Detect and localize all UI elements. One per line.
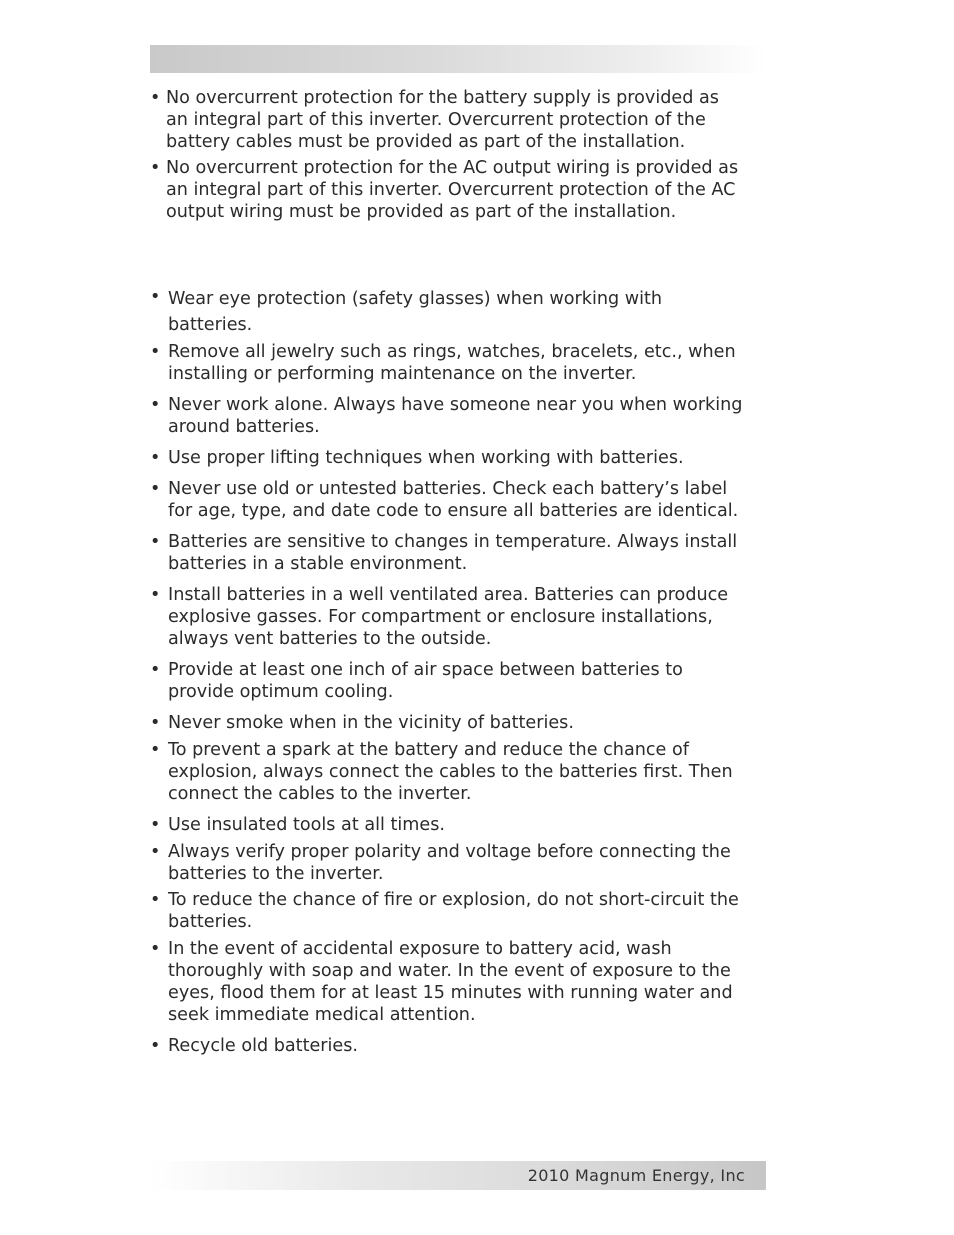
bullet-icon: • bbox=[150, 88, 161, 108]
list-item-text: To prevent a spark at the battery and reduce the chance of explosion, always connect the cables to the batteries first. Then connect the cables to the inverter. bbox=[168, 740, 733, 804]
list-item-text: Wear eye protection (safety glasses) when working with batteries. bbox=[168, 289, 663, 335]
list-item-never-alone bbox=[150, 394, 780, 438]
list-item-polarity bbox=[150, 841, 780, 885]
bullet-icon: • bbox=[150, 158, 161, 178]
list-item-no-smoking bbox=[150, 712, 780, 734]
footer-bar bbox=[150, 1161, 766, 1190]
list-item-text: Never work alone. Always have someone near you when working around batteries. bbox=[168, 395, 743, 437]
list-item-spark-prevention bbox=[150, 739, 780, 805]
list-item-air-space bbox=[150, 659, 780, 703]
bullet-icon: • bbox=[150, 532, 161, 552]
list-item-overcurrent-battery bbox=[150, 87, 780, 153]
list-item-temperature bbox=[150, 531, 780, 575]
bullet-icon: • bbox=[150, 890, 161, 910]
bullet-icon: • bbox=[150, 740, 161, 760]
bullet-icon: • bbox=[150, 713, 161, 733]
bullet-icon: • bbox=[150, 939, 161, 959]
list-item-text: Never use old or untested batteries. Check each battery’s label for age, type, and date code to ensure all batteries are identical. bbox=[168, 479, 739, 521]
list-item-text: Never smoke when in the vicinity of batteries. bbox=[168, 713, 574, 733]
list-item-text: Use insulated tools at all times. bbox=[168, 815, 445, 835]
footer-copyright: 2010 Magnum Energy, Inc bbox=[527, 1166, 745, 1185]
bullet-icon: • bbox=[150, 342, 161, 362]
list-item-jewelry bbox=[150, 341, 780, 385]
list-item-insulated-tools bbox=[150, 814, 780, 836]
list-item-text: Use proper lifting techniques when working with batteries. bbox=[168, 448, 684, 468]
list-item-text: No overcurrent protection for the battery supply is provided as an integral part of this inverter. Overcurrent protection of the battery cables must be provided as part of the installation. bbox=[166, 88, 719, 152]
bullet-icon: • bbox=[150, 448, 161, 468]
list-item-text: To reduce the chance of fire or explosion, do not short-circuit the batteries. bbox=[168, 890, 739, 932]
list-item-text: Remove all jewelry such as rings, watches, bracelets, etc., when installing or performing maintenance on the inverter. bbox=[168, 342, 736, 384]
bullet-icon: • bbox=[150, 1036, 161, 1056]
list-item-ventilation bbox=[150, 584, 780, 650]
bullet-icon: • bbox=[150, 842, 161, 862]
list-item-overcurrent-ac bbox=[150, 157, 780, 223]
list-item-short-circuit bbox=[150, 889, 780, 933]
list-item-acid-exposure bbox=[150, 938, 780, 1026]
list-item-text: Recycle old batteries. bbox=[168, 1036, 359, 1056]
list-item-text: Always verify proper polarity and voltage before connecting the batteries to the inverter. bbox=[168, 842, 731, 884]
list-item-text: No overcurrent protection for the AC output wiring is provided as an integral part of this inverter. Overcurrent protection of the AC output wiring must be provided as part of the installation. bbox=[166, 158, 739, 222]
header-bar bbox=[150, 45, 766, 73]
list-item-old-batteries bbox=[150, 478, 780, 522]
bullet-icon: • bbox=[150, 815, 161, 835]
list-item-text: In the event of accidental exposure to battery acid, wash thoroughly with soap and water. In the event of exposure to the eyes, flood them for at least 15 minutes with running water and seek immediate medical attention. bbox=[168, 939, 733, 1025]
bullet-icon: • bbox=[150, 287, 161, 307]
bullet-icon: • bbox=[150, 395, 161, 415]
list-item-recycle bbox=[150, 1035, 780, 1057]
list-item-text: Batteries are sensitive to changes in temperature. Always install batteries in a stable environment. bbox=[168, 532, 738, 574]
list-item-text: Install batteries in a well ventilated area. Batteries can produce explosive gasses. For compartment or enclosure installations, always vent batteries to the outside. bbox=[168, 585, 729, 649]
bullet-icon: • bbox=[150, 660, 161, 680]
list-item-eye-protection bbox=[150, 286, 780, 338]
bullet-icon: • bbox=[150, 479, 161, 499]
list-item-text: Provide at least one inch of air space between batteries to provide optimum cooling. bbox=[168, 660, 683, 702]
list-item-lifting bbox=[150, 447, 780, 469]
bullet-icon: • bbox=[150, 585, 161, 605]
